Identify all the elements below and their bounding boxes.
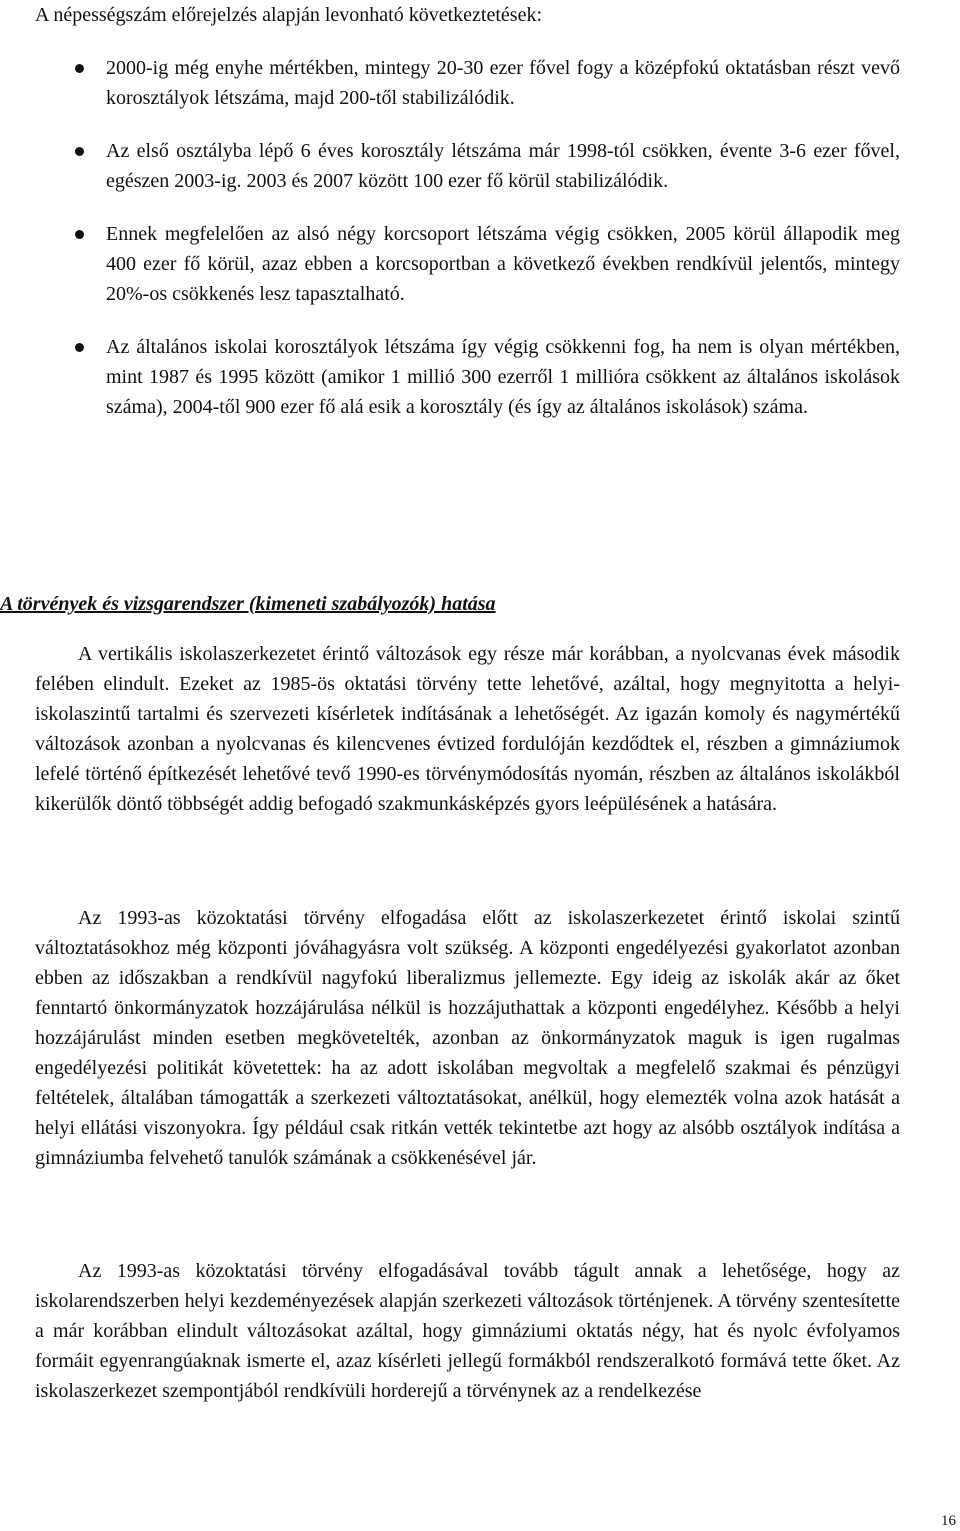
- list-item-text: Az általános iskolai korosztályok létszáma így végig csökkenni fog, ha nem is olyan mértékben, mint 1987 és 1995 között (amikor 1 millió 300 ezerről 1 millióra csökkent az általános iskolások száma), 2004-től 900 ezer fő alá esik a korosztály (és így az általános iskolások) száma.: [106, 336, 900, 418]
- intro-text: A népességszám előrejelzés alapján levonható következtetések:: [35, 4, 543, 26]
- list-item-text: 2000-ig még enyhe mértékben, mintegy 20-30 ezer fővel fogy a középfokú oktatásban részt vevő korosztályok létszáma, majd 200-től stabilizálódik.: [106, 57, 900, 109]
- body-paragraph: Az 1993-as közoktatási törvény elfogadásával tovább tágult annak a lehetősége, hogy az iskolarendszerben helyi kezdeményezések alapján szerkezeti változások történjenek. A törvény szentesítette a már korábban elindult változásokat azáltal, hogy gimnáziumi oktatás négy, hat és nyolc évfolyamos formáit egyenrangúaknak ismerte el, azaz kísérleti jellegű formákból rendszeralkotó formává tette őket. Az iskolaszerkezet szempontjából rendkívüli horderejű a törvénynek az a rendelkezése: [35, 1260, 900, 1402]
- list-item: [0, 136, 900, 196]
- body-paragraph: Az 1993-as közoktatási törvény elfogadása előtt az iskolaszerkezetet érintő iskolai szintű változtatásokhoz még központi jóváhagyásra volt szükség. A központi engedélyezési gyakorlatot azonban ebben az időszakban a rendkívül nagyfokú liberalizmus jellemezte. Egy ideig az iskolák akár az őket fenntartó önkormányzatok hozzájárulása nélkül is hozzájuthattak a központi engedélyhez. Később a helyi hozzájárulást minden esetben megkövetelték, azonban az önkormányzatok maguk is igen rugalmas engedélyezési politikát követettek: ha az adott iskolában megvoltak a megfelelő szakmai és pénzügyi feltételek, általában támogatták a szerkezeti változtatásokat, anélkül, hogy elemezték volna azok hatását a helyi ellátási viszonyokra. Így például csak ritkán vették tekintetbe azt hogy az alsóbb osztályok indítása a gimnáziumba felvehető tanulók számának a csökkenésével jár.: [35, 907, 900, 1169]
- bullet-icon: [75, 64, 84, 73]
- page-number: 16: [941, 1513, 956, 1529]
- section-heading: A törvények és vizsgarendszer (kimeneti szabályozók) hatása: [0, 593, 496, 615]
- body-paragraph: A vertikális iskolaszerkezetet érintő változások egy része már korábban, a nyolcvanas évek második felében elindult. Ezeket az 1985-ös oktatási törvény tette lehetővé, azáltal, hogy megnyitotta a helyi-iskolaszintű tartalmi és szervezeti kísérletek indításának a lehetőségét. Az igazán komoly és nagymértékű változások azonban a nyolcvanas és kilencvenes évtized fordulóján kezdődtek el, részben a gimnáziumok lefelé történő építkezését lehetővé tevő 1990-es törvénymódosítás nyomán, részben az általános iskolákból kikerülők döntő többségét addig befogadó szakmunkásképzés gyors leépülésének a hatására.: [35, 643, 900, 815]
- list-item: [0, 332, 900, 422]
- list-item-text: Ennek megfelelően az alsó négy korcsoport létszáma végig csökken, 2005 körül állapodik meg 400 ezer fő körül, azaz ebben a korcsoportban a következő években rendkívül jelentős, mintegy 20%-os csökkenés lesz tapasztalható.: [106, 223, 900, 305]
- list-item-text: Az első osztályba lépő 6 éves korosztály létszáma már 1998-tól csökken, évente 3-6 ezer fővel, egészen 2003-ig. 2003 és 2007 között 100 ezer fő körül stabilizálódik.: [106, 140, 900, 192]
- list-item: [0, 219, 900, 309]
- conclusions-list: [0, 53, 960, 445]
- bullet-icon: [75, 230, 84, 239]
- list-item: [0, 53, 900, 113]
- bullet-icon: [75, 343, 84, 352]
- bullet-icon: [75, 147, 84, 156]
